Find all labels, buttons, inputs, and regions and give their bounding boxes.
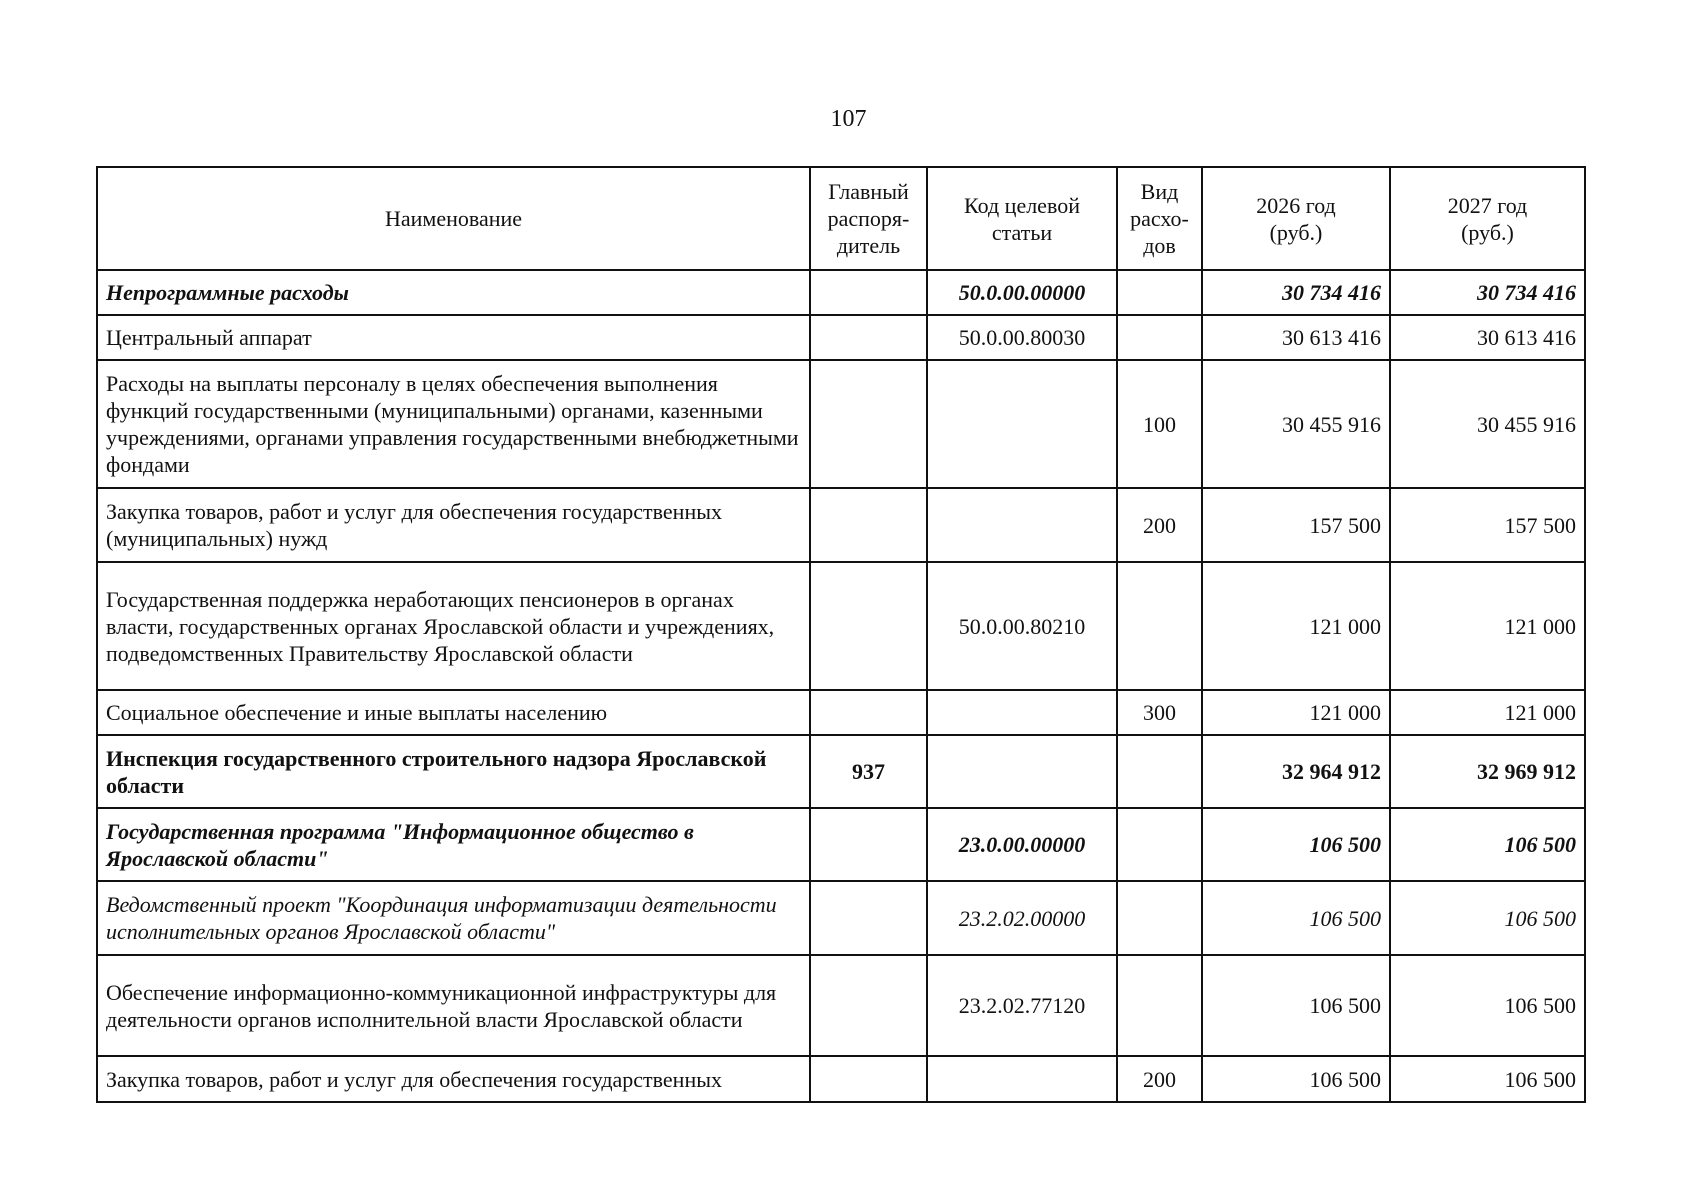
row-chief (810, 562, 927, 690)
row-2026: 30 734 416 (1202, 270, 1390, 315)
row-code (927, 735, 1117, 808)
row-chief (810, 808, 927, 881)
table-header-row (97, 167, 1585, 270)
row-2026: 121 000 (1202, 562, 1390, 690)
row-2027: 121 000 (1390, 690, 1585, 735)
row-2027: 106 500 (1390, 881, 1585, 955)
header-chief-line: Главный (828, 179, 909, 204)
row-name: Закупка товаров, работ и услуг для обеспечения государственных (муниципальных) нужд (97, 488, 810, 562)
row-code: 23.2.02.77120 (927, 955, 1117, 1056)
row-2026: 32 964 912 (1202, 735, 1390, 808)
header-chief-line: дитель (836, 233, 901, 258)
table-row (97, 488, 1585, 562)
row-type (1117, 562, 1202, 690)
row-2026: 106 500 (1202, 955, 1390, 1056)
row-2027: 32 969 912 (1390, 735, 1585, 808)
header-type-line: расхо- (1130, 206, 1189, 231)
row-2027: 106 500 (1390, 808, 1585, 881)
row-chief (810, 315, 927, 360)
row-2026: 30 455 916 (1202, 360, 1390, 488)
table-row (97, 270, 1585, 315)
row-type (1117, 808, 1202, 881)
row-chief (810, 881, 927, 955)
row-name: Государственная программа "Информационное общество в Ярославской области" (97, 808, 810, 881)
table-row (97, 690, 1585, 735)
row-code: 23.0.00.00000 (927, 808, 1117, 881)
page-number: 107 (830, 106, 867, 132)
row-2027: 106 500 (1390, 955, 1585, 1056)
table-row (97, 881, 1585, 955)
header-code-line: статьи (991, 219, 1053, 245)
header-chief-line: распоря- (827, 206, 910, 231)
budget-table (96, 166, 1586, 1103)
row-2027: 106 500 (1390, 1056, 1585, 1102)
row-chief (810, 360, 927, 488)
table-row (97, 1056, 1585, 1102)
header-2026 (1202, 167, 1390, 270)
row-2027: 157 500 (1390, 488, 1585, 562)
row-2026: 106 500 (1202, 808, 1390, 881)
row-code: 23.2.02.00000 (927, 881, 1117, 955)
header-type (1117, 167, 1202, 270)
row-code: 50.0.00.80210 (927, 562, 1117, 690)
header-2027-line: 2027 год (1447, 192, 1528, 218)
row-2026: 30 613 416 (1202, 315, 1390, 360)
row-chief (810, 270, 927, 315)
row-type: 200 (1117, 1056, 1202, 1102)
row-type: 300 (1117, 690, 1202, 735)
row-code (927, 488, 1117, 562)
row-name: Непрограммные расходы (97, 270, 810, 315)
row-code: 50.0.00.80030 (927, 315, 1117, 360)
row-code (927, 360, 1117, 488)
header-code-line: Код целевой (964, 192, 1080, 218)
header-name: Наименование (97, 167, 810, 270)
row-name: Государственная поддержка неработающих пенсионеров в органах власти, государственных органах Ярославской области и учреждениях, подведомственных Правительству Ярославской области (97, 562, 810, 690)
row-type (1117, 955, 1202, 1056)
row-type (1117, 270, 1202, 315)
row-chief (810, 955, 927, 1056)
row-2026: 106 500 (1202, 881, 1390, 955)
header-2027 (1390, 167, 1585, 270)
header-type-line: Вид (1140, 179, 1179, 204)
table-row (97, 562, 1585, 690)
header-2026-line: (руб.) (1269, 219, 1323, 245)
header-2027-line: (руб.) (1461, 219, 1514, 245)
row-2027: 30 455 916 (1390, 360, 1585, 488)
table-row (97, 808, 1585, 881)
row-type: 100 (1117, 360, 1202, 488)
header-2026-line: 2026 год (1256, 192, 1336, 218)
row-2026: 121 000 (1202, 690, 1390, 735)
row-type (1117, 881, 1202, 955)
row-chief: 937 (810, 735, 927, 808)
row-chief (810, 488, 927, 562)
row-type (1117, 735, 1202, 808)
table-row (97, 315, 1585, 360)
header-type-line: дов (1143, 233, 1176, 258)
row-2026: 106 500 (1202, 1056, 1390, 1102)
row-2027: 30 613 416 (1390, 315, 1585, 360)
row-code: 50.0.00.00000 (927, 270, 1117, 315)
row-2027: 121 000 (1390, 562, 1585, 690)
row-2026: 157 500 (1202, 488, 1390, 562)
header-chief (810, 167, 927, 270)
row-chief (810, 690, 927, 735)
table-row (97, 955, 1585, 1056)
row-name: Центральный аппарат (97, 315, 810, 360)
row-name: Обеспечение информационно-коммуникационной инфраструктуры для деятельности органов исполнительной власти Ярославской области (97, 955, 810, 1056)
row-2027: 30 734 416 (1390, 270, 1585, 315)
row-name: Ведомственный проект "Координация информатизации деятельности исполнительных органов Ярославской области" (97, 881, 810, 955)
row-code (927, 690, 1117, 735)
row-type (1117, 315, 1202, 360)
table-row (97, 360, 1585, 488)
header-code (927, 167, 1117, 270)
row-chief (810, 1056, 927, 1102)
row-type: 200 (1117, 488, 1202, 562)
row-name: Закупка товаров, работ и услуг для обеспечения государственных (97, 1056, 810, 1102)
row-code (927, 1056, 1117, 1102)
row-name: Социальное обеспечение и иные выплаты населению (97, 690, 810, 735)
table-row (97, 735, 1585, 808)
row-name: Инспекция государственного строительного надзора Ярославской области (97, 735, 810, 808)
row-name: Расходы на выплаты персоналу в целях обеспечения выполнения функций государственными (муниципальными) органами, казенными учреждениями, органами управления государственными внебюджетными фондами (97, 360, 810, 488)
